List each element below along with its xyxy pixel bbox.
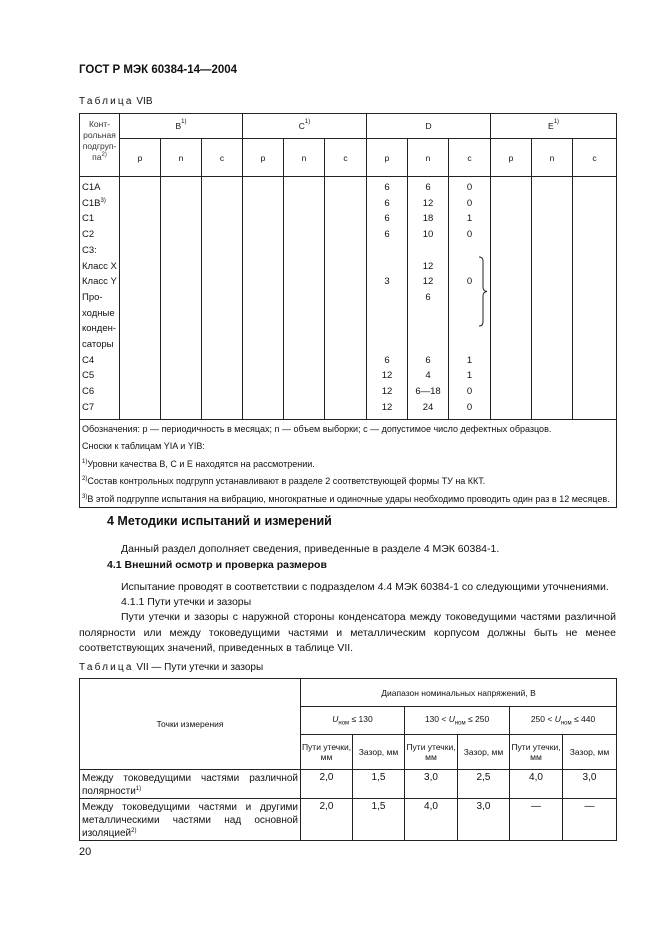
table7-col-gap-1: Зазор, мм [353, 735, 405, 770]
subsection-4-1-title: 4.1 Внешний осмотр и проверка размеров [107, 559, 327, 571]
table-cell: 0 [466, 182, 473, 193]
list-item: Класс Y [82, 276, 117, 288]
table6-notes [80, 419, 617, 508]
table-vii [79, 678, 617, 841]
table7-caption-rest: VII — Пути утечки и зазоры [136, 662, 264, 673]
table-cell: 12 [422, 197, 434, 209]
table7-range-2: $130 < U_{ном} \le 250$ [405, 707, 510, 735]
table-cell: 6 [425, 182, 431, 193]
table-cell: 6 [425, 354, 431, 366]
table7-range-3: $250 < U_{ном} \le 440$ [510, 707, 617, 735]
table-cell [367, 243, 407, 259]
list-item: Про- [82, 291, 103, 303]
table6-labels [80, 177, 120, 420]
table6-header-subcols: p n c p n c p n c p n c [80, 139, 617, 177]
table6-group-e: $E^{1)}$ [491, 114, 617, 139]
table-cell: 1 [466, 354, 473, 366]
table6-group-b: $B^{1)}$ [120, 114, 243, 139]
table-cell [408, 306, 448, 322]
table-cell [367, 321, 407, 337]
table7-col-gap-3: Зазор, мм [563, 735, 617, 770]
table-row: Между токоведущими частями различной полярности$^{1)}$ 2,0 1,5 3,0 2,5 4,0 3,0 [80, 770, 617, 799]
table-cell: 0 [466, 197, 473, 209]
table-cell: 6—18 [415, 386, 441, 398]
table6-header-groups [80, 114, 617, 139]
table-vib [79, 113, 617, 508]
subsection-4-1-1-text: Пути утечки и зазоры с наружной стороны конденсатора между токоведущими частями различной полярности или между токоведущими частями и металлическим корпусом должны быть не менее соответствующих значений, приведенных в таблице VII. [79, 611, 616, 654]
table-cell: 3 [384, 276, 390, 288]
table6-footnotes-title: Сноски к таблицам YIA и YIB: [82, 441, 205, 452]
list-item: Класс X [82, 260, 117, 272]
table7-range-header: Диапазон номинальных напряжений, В [301, 679, 617, 707]
table-cell: 24 [422, 401, 434, 413]
list-item: конден- [82, 323, 117, 335]
table-cell [367, 259, 407, 275]
table-cell: 0 [466, 401, 473, 413]
table-cell: 12 [381, 401, 393, 413]
table-cell [367, 290, 407, 306]
table6-caption-word: Таблица [79, 96, 134, 107]
table6-body [80, 177, 617, 420]
list-item: C1 [82, 213, 95, 225]
list-item: C6 [82, 386, 95, 398]
table-cell [408, 321, 448, 337]
table7-range-1: $U_{ном} \le 130$ [301, 707, 405, 735]
table7-col-gap-2: Зазор, мм [458, 735, 510, 770]
table7-caption [79, 662, 263, 673]
page-number: 20 [79, 846, 92, 858]
list-item: C7 [82, 401, 95, 413]
table-cell: 0 [466, 229, 473, 241]
table-row: Между токоведущими частями и другими металлическими частями над основной изоляцией$^{2)}$ 2,0 1,5 4,0 3,0 — — [80, 799, 617, 841]
table-cell: 6 [384, 354, 390, 366]
table-cell [408, 243, 448, 259]
subsection-4-1-1-title: 4.1.1 Пути утечки и зазоры [121, 596, 252, 608]
table-cell [449, 337, 490, 353]
list-item: C3: [82, 244, 97, 256]
table7-col-leak-2: Пути утечки, мм [405, 735, 458, 770]
table-cell [367, 337, 407, 353]
table6-footnote-3: $^{3)}$В этой подгруппе испытания на вибрацию, многократные и одиночные удары необходимо проводить один раз в 12 месяцев. [82, 493, 610, 504]
table-cell: 6 [384, 229, 390, 241]
table6-caption [79, 96, 153, 107]
table-cell: 1 [466, 213, 473, 225]
table-cell: 6 [384, 213, 390, 225]
list-item: C5 [82, 370, 95, 382]
table7-col-leak-3: Пути утечки, мм [510, 735, 563, 770]
right-brace-icon [478, 256, 488, 327]
list-item: C1A [82, 182, 101, 193]
table-cell: 6 [384, 182, 390, 193]
list-item: $C1B^{3)}$ [82, 197, 106, 209]
table-cell: 6 [384, 197, 390, 209]
table6-group-c: $C^{1)}$ [243, 114, 367, 139]
subsection-4-1-text: Испытание проводят в соответствии с подразделом 4.4 МЭК 60384-1 со следующими уточнениями. [121, 581, 609, 593]
table-cell: 6 [425, 291, 431, 303]
document-header: ГОСТ Р МЭК 60384-14—2004 [79, 64, 238, 76]
table-cell: 0 [466, 386, 473, 398]
table6-d-n [408, 177, 449, 420]
list-item: саторы [82, 339, 114, 351]
table-cell [408, 337, 448, 353]
table7-row-2-label: Между токоведущими частями и другими металлическими частями над основной изоляцией$^{2)}$ [80, 799, 301, 841]
table6-d-p [367, 177, 408, 420]
table6-footnote-1: $^{1)}$Уровни качества B, C и E находятся на рассмотрении. [82, 458, 315, 469]
table-cell: 0 [466, 276, 473, 288]
table7-points-header: Точки измерения [80, 679, 301, 770]
table-cell: 10 [422, 229, 434, 241]
table7-row-1-label: Между токоведущими частями различной полярности$^{1)}$ [80, 770, 301, 799]
section-4-intro: Данный раздел дополняет сведения, приведенные в разделе 4 МЭК 60384-1. [121, 543, 500, 555]
table-cell: 18 [422, 213, 434, 225]
list-item: ходные [82, 307, 115, 319]
table6-rowhead: Конт- рольная подгруп- $па^{2)}$ [80, 114, 120, 177]
table7-caption-word: Таблица [79, 662, 134, 673]
table6-caption-id: VIB [136, 96, 153, 107]
table-cell: 4 [425, 370, 431, 382]
list-item: C4 [82, 354, 95, 366]
table-cell: 12 [381, 386, 393, 398]
table6-legend: Обозначения: p — периодичность в месяцах; n — объем выборки; c — допустимое число дефектных образцов. [82, 423, 552, 434]
table6-group-d: D [367, 114, 491, 139]
table-cell: 12 [422, 276, 434, 288]
table-cell: 12 [381, 370, 393, 382]
table7-col-leak-1: Пути утечки, мм [301, 735, 353, 770]
table-cell: 12 [422, 260, 434, 272]
list-item: C2 [82, 229, 95, 241]
section-4-title: 4 Методики испытаний и измерений [107, 514, 332, 528]
table-cell: 1 [466, 370, 473, 382]
table6-footnote-2: $^{2)}$Состав контрольных подгрупп устанавливают в разделе 2 соответствующей формы ТУ на ККТ. [82, 476, 486, 487]
table-cell [367, 306, 407, 322]
